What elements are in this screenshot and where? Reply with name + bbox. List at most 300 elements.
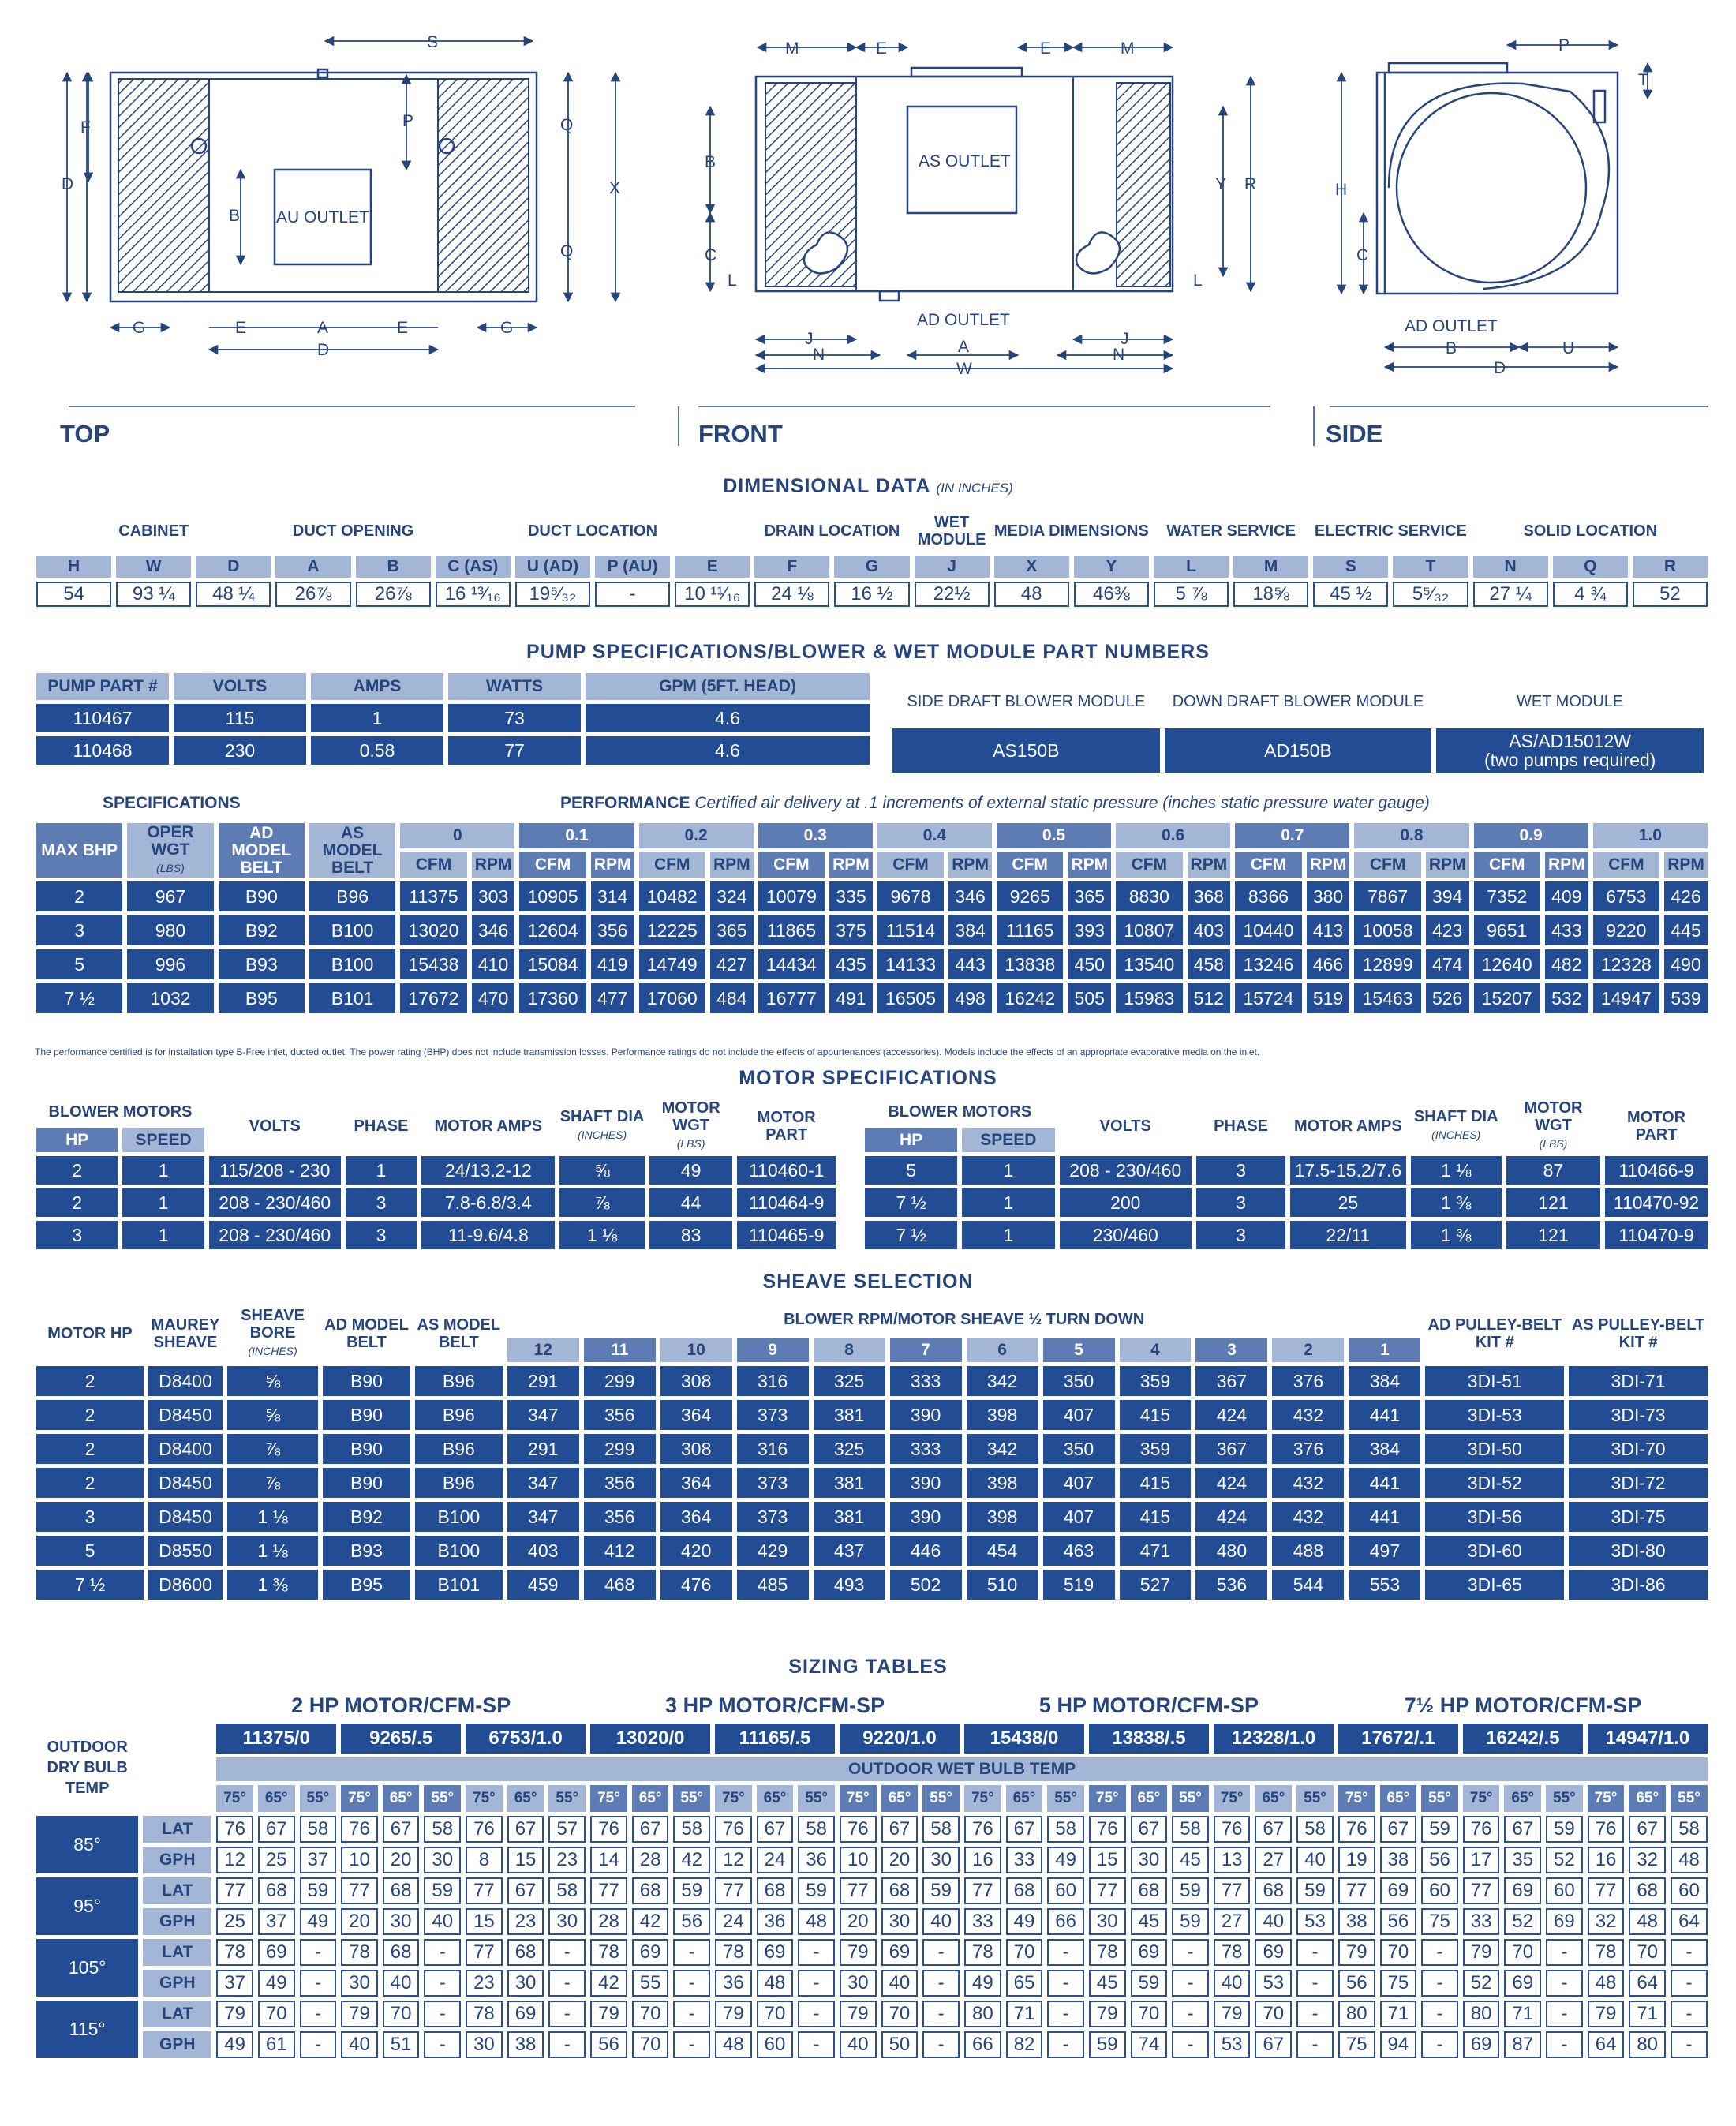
sizing-value: 50 [881, 2031, 919, 2058]
dim-label-sc: C [1356, 246, 1369, 264]
dim-value: 93 ¼ [116, 582, 191, 607]
sheave-cell: 3DI-80 [1569, 1536, 1708, 1566]
sizing-value: 23 [548, 1847, 586, 1873]
sizing-value: 69 [1546, 1908, 1583, 1935]
perf-value: 413 [1307, 915, 1350, 945]
dim-label-q: Q [560, 116, 574, 134]
sizing-value: 79 [715, 2001, 752, 2027]
dimensional-title-text: DIMENSIONAL DATA [723, 475, 930, 497]
pump-title: PUMP SPECIFICATIONS/BLOWER & WET MODULE PART NUMBERS [526, 641, 1210, 663]
sheave-cell: 308 [660, 1434, 732, 1464]
perf-value: 13540 [1116, 949, 1182, 979]
wb-temp-header: 75° [715, 1785, 752, 1812]
sizing-value: 40 [383, 1970, 420, 1997]
cfm-header: CFM [1235, 852, 1301, 878]
motor-cell: 3 [1196, 1221, 1285, 1249]
cfm-header: CFM [1474, 852, 1540, 878]
dim-value: 5⁵⁄₃₂ [1393, 582, 1468, 607]
sizing-value: 37 [258, 1908, 295, 1935]
dim-label-fe: E [876, 39, 888, 58]
pump-cell: 1 [311, 704, 443, 732]
turn-header: 7 [890, 1338, 962, 1362]
turn-header: 1 [1349, 1338, 1420, 1362]
sizing-value: 79 [1463, 1939, 1500, 1966]
wet-bulb-row [36, 1757, 1708, 1781]
sheave-cell: 390 [890, 1502, 962, 1532]
sheave-cell: 432 [1272, 1400, 1344, 1430]
wb-temp-header: 55° [424, 1785, 461, 1812]
sizing-value: 20 [341, 1908, 378, 1935]
motor-label: 2 HP MOTOR/CFM-SP [216, 1691, 586, 1720]
sheave-cell: 502 [890, 1570, 962, 1600]
perf-value: 10058 [1354, 915, 1420, 945]
sizing-value: 25 [258, 1847, 295, 1873]
sheave-cell: 407 [1043, 1468, 1115, 1498]
motor-cell: 83 [649, 1221, 733, 1249]
dim-value: 26⅞ [275, 582, 350, 607]
sheave-row [36, 1570, 1708, 1600]
perf-value: 356 [591, 915, 634, 945]
motor-cell: 121 [1506, 1221, 1600, 1249]
motor-col-header-text: MOTOR PART [1627, 1108, 1686, 1143]
sizing-value: 78 [715, 1939, 752, 1966]
motor-cell: 110470-92 [1605, 1188, 1708, 1217]
sizing-value: 28 [632, 1847, 669, 1873]
dim-value: 54 [36, 582, 111, 607]
sizing-value: - [1296, 2031, 1334, 2058]
wb-temp-header: 65° [1380, 1785, 1417, 1812]
sheave-cell: 544 [1272, 1570, 1344, 1600]
sizing-value: - [922, 2031, 960, 2058]
motor-col-header [1196, 1099, 1285, 1152]
dim-col-header: J [915, 556, 990, 578]
dim-col-header: E [675, 556, 750, 578]
sheave-cell: 390 [890, 1400, 962, 1430]
perf-value: 11865 [758, 915, 825, 945]
perf-value: 484 [710, 983, 754, 1013]
ad-belt-header: AD MODEL BELT [219, 823, 305, 878]
perf-value: 12328 [1593, 949, 1659, 979]
motor-cell: 7 ½ [865, 1221, 957, 1249]
module-value [1165, 728, 1432, 773]
sheave-cell: 3DI-71 [1569, 1366, 1708, 1396]
sheave-cell: 373 [737, 1502, 809, 1532]
motor-cell: 3 [346, 1221, 417, 1249]
perf-spec-cell: 1032 [127, 983, 213, 1013]
sheave-cell: 488 [1272, 1536, 1344, 1566]
sheave-cell: 412 [584, 1536, 656, 1566]
dim-col-header: W [116, 556, 191, 578]
sizing-value: 15 [1089, 1847, 1126, 1873]
dim-value: 52 [1633, 582, 1708, 607]
sheave-cell: 446 [890, 1536, 962, 1566]
sheave-row [36, 1400, 1708, 1430]
cfm-header: CFM [877, 852, 944, 878]
sizing-value: 48 [1671, 1847, 1708, 1873]
sizing-value: 40 [424, 1908, 461, 1935]
sizing-row [36, 1816, 1708, 1843]
motor-col-header [1411, 1099, 1502, 1152]
sizing-value: 68 [1629, 1877, 1666, 1904]
sizing-value: - [673, 2001, 710, 2027]
sizing-value: 60 [757, 2031, 794, 2058]
sheave-cell: 415 [1120, 1400, 1192, 1430]
motor-cell: 2 [36, 1188, 118, 1217]
sheave-cell: 3DI-75 [1569, 1502, 1708, 1532]
motor-cell: 1 [346, 1156, 417, 1185]
perf-value: 15463 [1354, 983, 1420, 1013]
dimension-drawings [0, 0, 1736, 458]
sizing-value: - [1421, 1939, 1458, 1966]
sizing-value: 51 [383, 2031, 420, 2058]
sizing-value: - [300, 2031, 337, 2058]
sizing-value: 65 [1006, 1970, 1043, 1997]
sheave-cell: 476 [660, 1570, 732, 1600]
sizing-value: 59 [1546, 1816, 1583, 1843]
dim-label-sp: P [1558, 36, 1570, 54]
dim-col-header: A [275, 556, 350, 578]
sizing-value: 27 [1214, 1908, 1251, 1935]
sizing-value: 24 [757, 1847, 794, 1873]
perf-value: 14947 [1593, 983, 1659, 1013]
perf-value: 380 [1307, 881, 1350, 911]
motor-col-unit: (LBS) [1539, 1137, 1568, 1150]
sheave-cell: 415 [1120, 1502, 1192, 1532]
sizing-value: 30 [507, 1970, 544, 1997]
dim-col-header: R [1633, 556, 1708, 578]
dim-label-fb: B [705, 153, 716, 171]
motor-col-header [649, 1099, 733, 1152]
motor-cell: 2 [36, 1156, 118, 1185]
sheave-cell: 454 [967, 1536, 1038, 1566]
sheave-cell: 415 [1120, 1468, 1192, 1498]
motor-col-header [1605, 1099, 1708, 1152]
sizing-value: 66 [1047, 1908, 1084, 1935]
sizing-value: 23 [466, 1970, 503, 1997]
sizing-value: - [1546, 2031, 1583, 2058]
sheave-cell: 403 [507, 1536, 579, 1566]
dim-label-fa: A [958, 338, 970, 356]
au-outlet-label: AU OUTLET [276, 208, 369, 226]
sizing-value: 35 [1504, 1847, 1541, 1873]
spacer-cell [36, 1691, 211, 1720]
sizing-value: 70 [383, 2001, 420, 2027]
cfm-header: CFM [1593, 852, 1659, 878]
motor-cell: 1 [962, 1188, 1054, 1217]
sizing-value: 55 [632, 1970, 669, 1997]
sizing-value: 37 [216, 1970, 253, 1997]
sheave-cell: 407 [1043, 1400, 1115, 1430]
sizing-value: 40 [341, 2031, 378, 2058]
sizing-value: 33 [1006, 1847, 1043, 1873]
wb-temp-header: 65° [1504, 1785, 1541, 1812]
dim-group-header: DUCT OPENING [275, 511, 430, 552]
motor-cell: 1 [122, 1221, 204, 1249]
perf-value: 324 [710, 881, 754, 911]
sizing-value: 30 [466, 2031, 503, 2058]
perf-value: 13020 [400, 915, 466, 945]
sheave-cell: 2 [36, 1366, 144, 1396]
sizing-value: 77 [1588, 1877, 1625, 1904]
pump-cell: 110467 [36, 704, 169, 732]
perf-row [36, 881, 1708, 911]
wb-temp-header: 55° [1546, 1785, 1583, 1812]
pressure-header: 0.5 [997, 823, 1111, 848]
wb-temp-header: 55° [1172, 1785, 1209, 1812]
sizing-value: 77 [341, 1877, 378, 1904]
dim-value-row [36, 582, 1708, 607]
sheave-cell: 291 [507, 1434, 579, 1464]
perf-value: 15983 [1116, 983, 1182, 1013]
sheave-cell: B101 [415, 1570, 503, 1600]
wb-temp-header: 75° [1214, 1785, 1251, 1812]
sizing-value: 58 [673, 1816, 710, 1843]
sheave-cell: 381 [814, 1502, 885, 1532]
dim-value: 4 ¾ [1553, 582, 1628, 607]
perf-value: 11165 [997, 915, 1063, 945]
motor-cell: ⅞ [559, 1188, 645, 1217]
cfm-sp-value: 14947/1.0 [1588, 1724, 1708, 1754]
pump-header: PUMP PART # [36, 673, 169, 700]
sizing-value: 66 [964, 2031, 1001, 2058]
sizing-value: 67 [632, 1816, 669, 1843]
sizing-value: 67 [1504, 1816, 1541, 1843]
sizing-value: 71 [1504, 2001, 1541, 2027]
motor-cell: 3 [36, 1221, 118, 1249]
sizing-value: - [798, 2031, 835, 2058]
cfm-sp-value: 13020/0 [590, 1724, 710, 1754]
sizing-value: 79 [590, 2001, 627, 2027]
sizing-value: 67 [1255, 1816, 1292, 1843]
motor-col-header-text: MOTOR PART [757, 1108, 816, 1143]
motor-col-header-text: MOTOR WGT [661, 1099, 720, 1134]
cfm-sp-value: 11165/.5 [715, 1724, 835, 1754]
sizing-value: - [1546, 1939, 1583, 1966]
perf-value: 16777 [758, 983, 825, 1013]
perf-value: 470 [472, 983, 515, 1013]
sizing-value: 12 [216, 1847, 253, 1873]
dim-group-header: SOLID LOCATION [1473, 511, 1708, 552]
sizing-value: 30 [383, 1908, 420, 1935]
perf-value: 409 [1545, 881, 1588, 911]
sizing-value: 70 [1504, 1939, 1541, 1966]
sheave-cell: 367 [1195, 1366, 1267, 1396]
motor-cell: 200 [1060, 1188, 1192, 1217]
sheave-cell: 342 [967, 1434, 1038, 1464]
perf-value: 10440 [1235, 915, 1301, 945]
spacer-cell [143, 1785, 211, 1812]
perf-value: 9678 [877, 881, 944, 911]
motor-col-header-text: SHAFT DIA [559, 1108, 645, 1125]
sheave-cell: B95 [323, 1570, 410, 1600]
sizing-row [36, 1877, 1708, 1904]
wb-temp-header: 65° [1629, 1785, 1666, 1812]
sheave-cell: B96 [415, 1434, 503, 1464]
perf-value: 11514 [877, 915, 944, 945]
sheave-cell: 536 [1195, 1570, 1267, 1600]
perf-value: 9220 [1593, 915, 1659, 945]
sizing-value: - [798, 1970, 835, 1997]
sizing-value: 76 [590, 1816, 627, 1843]
sizing-value: 38 [1338, 1908, 1375, 1935]
sheave-cell: 299 [584, 1366, 656, 1396]
motor-col-unit: (INCHES) [1431, 1129, 1481, 1141]
sizing-value: 58 [798, 1816, 835, 1843]
sizing-value: 59 [300, 1877, 337, 1904]
sheave-col-header-text: MOTOR HP [47, 1324, 133, 1342]
sizing-value: - [1172, 1939, 1209, 1966]
perf-value: 13246 [1235, 949, 1301, 979]
sizing-value: - [673, 2031, 710, 2058]
sizing-value: 14 [590, 1847, 627, 1873]
dim-label-n: N [813, 346, 825, 364]
sizing-value: 77 [466, 1939, 503, 1966]
pump-row [36, 736, 870, 765]
sheave-cell: 381 [814, 1468, 885, 1498]
sizing-value: 70 [1006, 1939, 1043, 1966]
sizing-value: 23 [507, 1908, 544, 1935]
cfm-header: CFM [639, 852, 705, 878]
motor-col-header-text: PHASE [354, 1117, 409, 1135]
sizing-value: 30 [881, 1908, 919, 1935]
sizing-value: 70 [1380, 1939, 1417, 1966]
sizing-value: 53 [1214, 2031, 1251, 2058]
dim-value: 46⅜ [1074, 582, 1149, 607]
row-type-label: GPH [143, 1970, 211, 1997]
sizing-value: 69 [1380, 1877, 1417, 1904]
perf-value: 14434 [758, 949, 825, 979]
sheave-cell: 2 [36, 1468, 144, 1498]
motor-cell: 24/13.2-12 [421, 1156, 555, 1185]
perf-value: 14133 [877, 949, 944, 979]
perf-value: 10905 [519, 881, 586, 911]
cfm-sp-value: 6753/1.0 [466, 1724, 586, 1754]
sheave-cell: 3DI-70 [1569, 1434, 1708, 1464]
perf-value: 17672 [400, 983, 466, 1013]
dim-value: 45 ½ [1313, 582, 1388, 607]
rpm-header: RPM [948, 852, 992, 878]
sizing-value: 30 [1089, 1908, 1126, 1935]
sheave-cell: D8600 [148, 1570, 223, 1600]
sizing-value: 68 [881, 1877, 919, 1904]
sizing-value: 32 [1629, 1847, 1666, 1873]
blower-motors-header: BLOWER MOTORS [36, 1099, 204, 1124]
sheave-cell: 424 [1195, 1400, 1267, 1430]
sizing-value: - [1047, 1939, 1084, 1966]
sizing-value: - [1172, 2031, 1209, 2058]
cfm-sp-value: 15438/0 [964, 1724, 1084, 1754]
perf-value: 8830 [1116, 881, 1182, 911]
motor-header-row [36, 1099, 836, 1124]
sizing-value: - [300, 2001, 337, 2027]
sheave-cell: 376 [1272, 1366, 1344, 1396]
sizing-title: SIZING TABLES [788, 1656, 948, 1678]
wb-temp-header: 75° [1338, 1785, 1375, 1812]
sizing-value: 76 [216, 1816, 253, 1843]
row-type-label: GPH [143, 2031, 211, 2058]
sheave-col-header [148, 1304, 223, 1362]
perf-value: 17360 [519, 983, 586, 1013]
rpm-header: RPM [1545, 852, 1588, 878]
sizing-value: - [1421, 1970, 1458, 1997]
sizing-value: - [1296, 1970, 1334, 1997]
sizing-value: 76 [964, 1816, 1001, 1843]
sizing-value: 75 [1380, 1970, 1417, 1997]
as-kit-header: AS PULLEY-BELT KIT # [1569, 1304, 1708, 1362]
sizing-value: 56 [1380, 1908, 1417, 1935]
sheave-col-header [36, 1304, 144, 1362]
dim-label-g2: G [500, 319, 514, 337]
sizing-value: - [1671, 1939, 1708, 1966]
max-bhp-header: MAX BHP [36, 823, 122, 878]
performance-note: The performance certified is for installation type B-Free inlet, ducted outlet. The power rating (BHP) does not include transmission losses. Performance ratings do not include the effects of appurtenances (accessories). Models include the effects of an appropriate evaporative media on the inlet. [35, 1046, 1260, 1057]
as-belt-header: AS MODEL BELT [309, 823, 395, 878]
dim-label-n2: N [1113, 346, 1125, 364]
wb-temp-header: 65° [632, 1785, 669, 1812]
sizing-value: 70 [1255, 2001, 1292, 2027]
sheave-cell: 342 [967, 1366, 1038, 1396]
dim-col-header: F [754, 556, 829, 578]
perf-value: 11375 [400, 881, 466, 911]
cfm-header: CFM [519, 852, 586, 878]
perf-value: 426 [1664, 881, 1708, 911]
sizing-value: - [798, 1939, 835, 1966]
perf-value: 368 [1188, 881, 1231, 911]
sizing-value: 67 [383, 1816, 420, 1843]
sheave-cell: 1 ⅜ [227, 1570, 318, 1600]
performance-title [560, 794, 1430, 813]
sizing-value: 19 [1338, 1847, 1375, 1873]
sizing-value: 76 [1588, 1816, 1625, 1843]
sizing-value: 69 [1463, 2031, 1500, 2058]
sheave-cell: 468 [584, 1570, 656, 1600]
pump-cell: 110468 [36, 736, 169, 765]
sheave-cell: D8450 [148, 1400, 223, 1430]
ad-outlet-label-front: AD OUTLET [917, 311, 1010, 329]
sheave-cell: 519 [1043, 1570, 1115, 1600]
sizing-value: 40 [1296, 1847, 1334, 1873]
sheave-cell: 463 [1043, 1536, 1115, 1566]
sheave-cell: 3DI-86 [1569, 1570, 1708, 1600]
wb-temp-header: 65° [881, 1785, 919, 1812]
perf-value: 16505 [877, 983, 944, 1013]
sizing-value: 76 [1089, 1816, 1126, 1843]
sizing-value: 45 [1089, 1970, 1126, 1997]
rpm-header: RPM [710, 852, 754, 878]
spacer-cell [143, 1757, 211, 1781]
sheave-cell: B90 [323, 1366, 410, 1396]
sizing-value: 42 [673, 1847, 710, 1873]
dim-label-l2: L [1193, 271, 1203, 290]
sheave-cell: 364 [660, 1502, 732, 1532]
sheave-cell: B90 [323, 1468, 410, 1498]
module-value [1436, 728, 1704, 773]
sizing-value: 79 [216, 2001, 253, 2027]
dim-col-header: H [36, 556, 111, 578]
sizing-value: 59 [1131, 1970, 1168, 1997]
sizing-value: 36 [798, 1847, 835, 1873]
sizing-value: 12 [715, 1847, 752, 1873]
dim-label-j: J [805, 330, 814, 348]
blower-rpm-header: BLOWER RPM/MOTOR SHEAVE ½ TURN DOWN [507, 1304, 1421, 1334]
perf-value: 346 [472, 915, 515, 945]
hp-header: HP [865, 1128, 957, 1152]
sizing-row [36, 1970, 1708, 1997]
pressure-header: 0.8 [1354, 823, 1468, 848]
sheave-cell: 325 [814, 1434, 885, 1464]
sheave-row [36, 1502, 1708, 1532]
sizing-value: 38 [507, 2031, 544, 2058]
